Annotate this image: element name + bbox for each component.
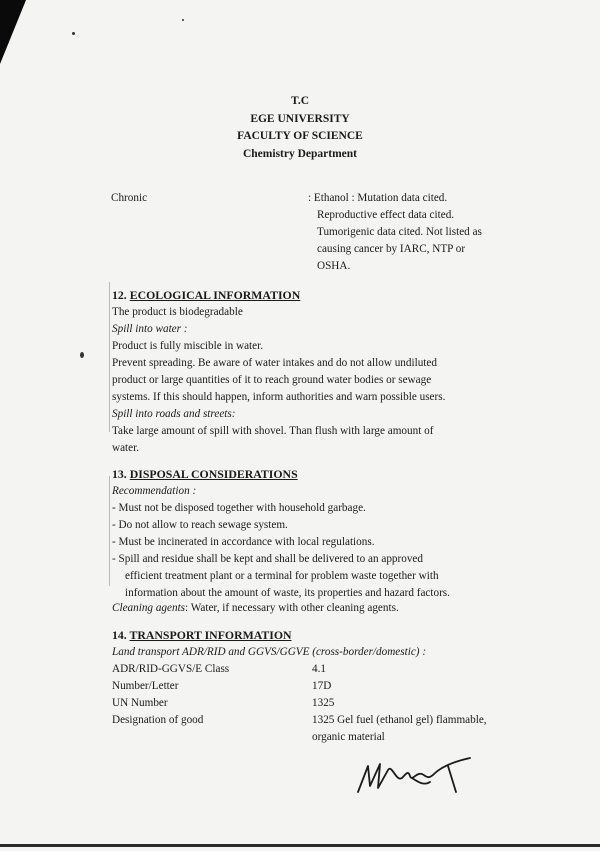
eco-line: Prevent spreading. Be aware of water intakes and do not allow undiluted <box>112 357 437 369</box>
chronic-line-4: causing cancer by IARC, NTP or <box>317 243 466 255</box>
transport-row-label: UN Number <box>112 697 168 709</box>
disposal-item: - Must be incinerated in accordance with local regulations. <box>112 536 375 548</box>
chronic-line-2: Reproductive effect data cited. <box>317 209 455 221</box>
disposal-item: - Spill and residue shall be kept and shall be delivered to an approved <box>112 553 423 565</box>
transport-row-value: 1325 Gel fuel (ethanol gel) flammable, <box>312 714 487 726</box>
cleaning-agents <box>112 600 399 617</box>
letterhead <box>0 93 600 163</box>
chronic-label: Chronic <box>111 192 148 204</box>
disposal-item-cont: information about the amount of waste, its properties and hazard factors. <box>125 587 450 599</box>
disposal-item: - Must not be disposed together with household garbage. <box>112 502 366 514</box>
transport-row-label: Designation of good <box>112 714 204 726</box>
transport-row-label: Number/Letter <box>112 680 179 692</box>
section-13-title: DISPOSAL CONSIDERATIONS <box>129 467 298 481</box>
transport-row-value: 1325 <box>312 697 335 709</box>
chronic-line-1: : Ethanol : Mutation data cited. <box>308 192 448 204</box>
section-12-heading <box>112 287 300 304</box>
eco-line: Product is fully miscible in water. <box>112 340 264 352</box>
designation-cont: organic material <box>312 731 385 743</box>
bottom-edge <box>0 844 600 847</box>
speck <box>182 19 184 21</box>
section-12-number: 12. <box>112 288 127 302</box>
section-14-number: 14. <box>112 628 127 642</box>
eco-line: product or large quantities of it to reach ground water bodies or sewage <box>112 374 432 386</box>
section-12-title: ECOLOGICAL INFORMATION <box>129 288 301 302</box>
folded-corner <box>0 0 26 64</box>
section-14-heading <box>112 627 292 644</box>
header-line-tc: T.C <box>291 95 309 107</box>
eco-line: water. <box>112 442 140 454</box>
signature-image <box>352 752 482 802</box>
eco-line: Spill into roads and streets: <box>112 408 236 420</box>
cleaning-agents-text: : Water, if necessary with other cleaning agents. <box>185 602 399 614</box>
disposal-item-cont: efficient treatment plant or a terminal for problem waste together with <box>125 570 439 582</box>
cleaning-agents-label: Cleaning agents <box>112 602 186 614</box>
chronic-line-5: OSHA. <box>317 260 351 272</box>
section-13-heading <box>112 466 298 483</box>
transport-row-value: 4.1 <box>312 663 326 675</box>
eco-line: systems. If this should happen, inform authorities and warn possible users. <box>112 391 446 403</box>
eco-line: Spill into water : <box>112 323 188 335</box>
speck <box>72 32 75 35</box>
transport-row-label: ADR/RID-GGVS/E Class <box>112 663 230 675</box>
chronic-line-3: Tumorigenic data cited. Not listed as <box>317 226 482 238</box>
section-14-title: TRANSPORT INFORMATION <box>129 628 292 642</box>
eco-line: Take large amount of spill with shovel. Than flush with large amount of <box>112 425 434 437</box>
recommendation-label: Recommendation : <box>112 485 197 497</box>
header-faculty: FACULTY OF SCIENCE <box>237 130 363 142</box>
eco-line: The product is biodegradable <box>112 306 243 318</box>
section-13-number: 13. <box>112 467 127 481</box>
transport-subtitle: Land transport ADR/RID and GGVS/GGVE (cross-border/domestic) : <box>112 646 427 658</box>
header-university: EGE UNIVERSITY <box>250 112 350 125</box>
speck <box>80 352 84 358</box>
disposal-item: - Do not allow to reach sewage system. <box>112 519 288 531</box>
transport-row-value: 17D <box>312 680 332 692</box>
header-department: Chemistry Department <box>242 147 357 160</box>
margin-line <box>109 282 110 432</box>
margin-line <box>109 476 110 586</box>
